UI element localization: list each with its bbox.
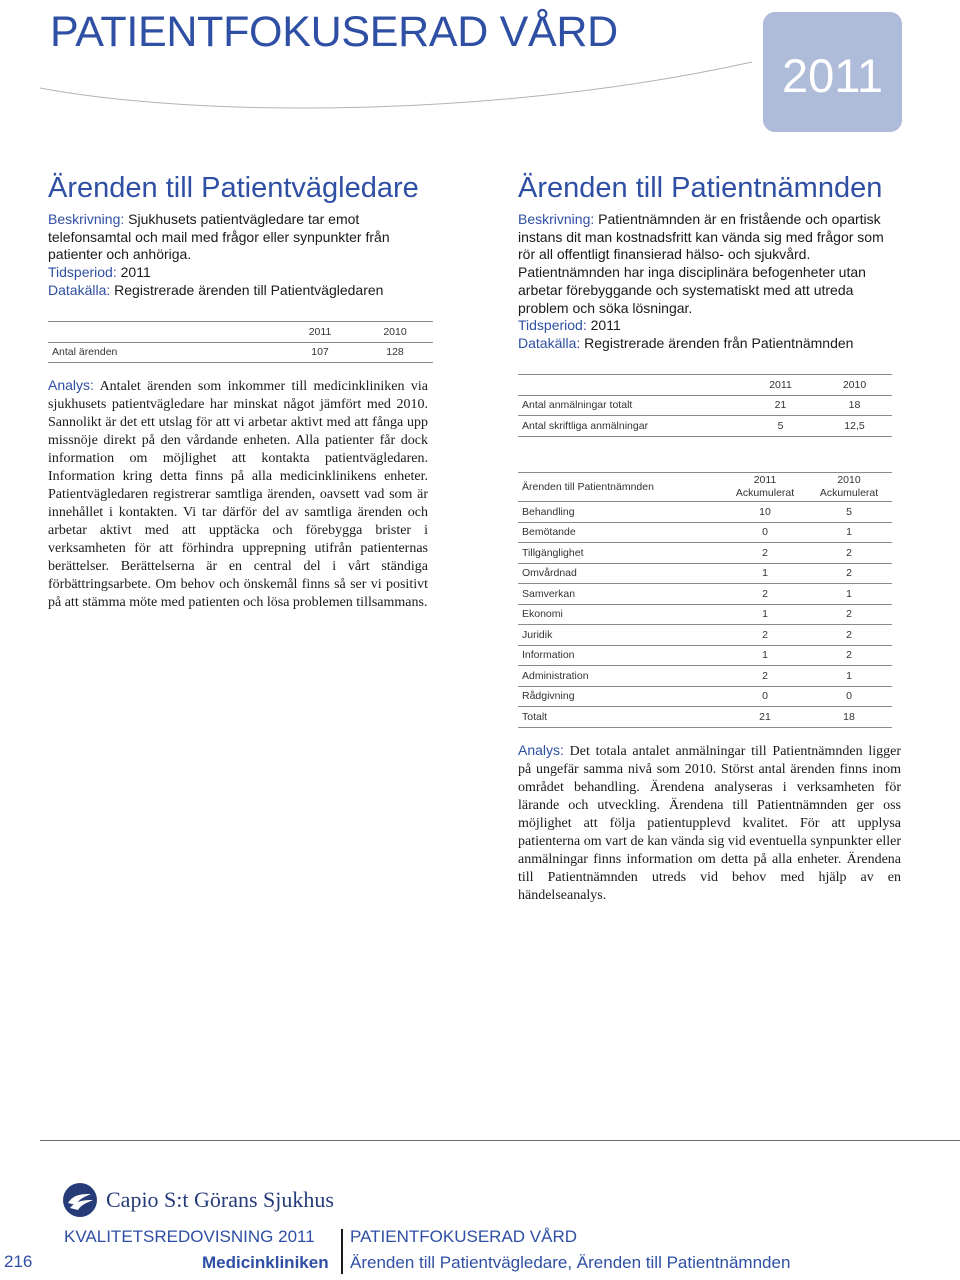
table-row: Ekonomi 1 2 [518,604,892,625]
right-table-categories [518,472,892,728]
category-rows [518,502,892,728]
left-table [48,321,433,363]
left-heading: Ärenden till Patientvägledare [48,172,419,204]
table-header-row: 2011 2010 [48,322,433,343]
table-header-row: Ärenden till Patientnämnden 2011 Ackumulerat 2010 Ackumulerat [518,473,892,502]
right-analysis: Analys: Det totala antalet anmälningar till Patientnämnden ligger på ungefär samma nivå som 2010. Störst antal ärenden finns inom området behandling. Ärendena analyseras i verksamheten för lärande och utveckling. Ärendena till Patientnämnden ger oss möjlighet att följa patientupplevd kvalitet. För att upplysa patienterna om vart de kan vända sig vid eventuella synpunkter eller anmälningar finns information om detta på alla enheter. Ärendena till Patientnämnden utreds vid behov med hjälp av en händelseanalys. [518,742,902,903]
left-period: Tidsperiod: 2011 [48,264,151,281]
table-row: Antal anmälningar totalt 21 18 [518,395,892,416]
footer-subsection: Ärenden till Patientvägledare, Ärenden till Patientnämnden [350,1253,791,1272]
header-curve [0,60,760,120]
table-row: Antal ärenden 107 128 [48,342,433,363]
right-description: Beskrivning: Patientnämnden är en fristående och opartisk instans dit man kostnadsfritt kan vända sig med frågor som rör all offentligt finansierad hälso- och sjukvård. Patientnämnden har inga disciplinära befogenheter utan arbetar förebyggande och systematiskt med att utreda problem och söka lösningar. [518,211,884,316]
table-row: Information 1 2 [518,645,892,666]
left-description: Beskrivning: Sjukhusets patientvägledare tar emot telefonsamtal och mail med frågor eller synpunkter från patienter och anhöriga. [48,211,390,263]
table-header-row: 2011 2010 [518,375,892,396]
right-period: Tidsperiod: 2011 [518,317,621,334]
right-source: Datakälla: Registrerade ärenden från Patientnämnden [518,334,854,351]
table-row: Samverkan 2 1 [518,584,892,605]
year-badge: 2011 [763,12,902,132]
left-source: Datakälla: Registrerade ärenden till Patientvägledaren [48,281,384,298]
right-meta [518,211,888,353]
logo: Capio S:t Görans Sjukhus [62,1182,334,1218]
right-heading: Ärenden till Patientnämnden [518,172,883,204]
page-title: PATIENTFOKUSERAD VÅRD [50,8,618,56]
footer-department: Medicinkliniken [202,1253,329,1272]
left-analysis: Analys: Antalet ärenden som inkommer till medicinkliniken via sjukhusets patientvägledare har minskat något jämfört med 2010. Sannolikt är det ett utslag för att vi arbetar aktivt med att fånga upp missnöje direkt på den vårdande enheten. Alla patienter får dock information om möjlighet att kontakta patientvägledaren. Information kring detta finns på alla medicinklinikens enheter. Patientvägledaren registrerar samtliga ärenden, oavsett vad som är innehållet i kontakten. Vi tar därför del av samtliga ärenden och arbetar aktivt med att upptäcka och förebygga brister i verksamheten för att förhindra upprepning utifrån patienternas berättelser. Berättelserna är en central del i vårt ständiga förbättringsarbete. Om behov och önskemål finns så ser vi positivt på att stämma möte med patienten och lösa problemen tillsammans. [48,377,428,610]
table-row: Antal skriftliga anmälningar 5 12,5 [518,416,892,437]
table-row: Behandling 10 5 [518,502,892,523]
page-number: 216 [4,1252,33,1271]
table-row: Omvårdnad 1 2 [518,563,892,584]
table-row: Juridik 2 2 [518,625,892,646]
logo-hands-icon [62,1182,98,1218]
table-row: Tillgänglighet 2 2 [518,543,892,564]
left-meta [48,211,430,300]
table-row: Administration 2 1 [518,666,892,687]
table-row: Bemötande 0 1 [518,522,892,543]
table-row: Totalt 21 18 [518,707,892,728]
right-table-totals [518,374,892,437]
footer-rule [40,1140,960,1141]
footer-divider [341,1229,343,1274]
table-row: Rådgivning 0 0 [518,686,892,707]
footer-section: PATIENTFOKUSERAD VÅRD [350,1227,578,1246]
footer-report-title: KVALITETSREDOVISNING 2011 [64,1227,315,1246]
